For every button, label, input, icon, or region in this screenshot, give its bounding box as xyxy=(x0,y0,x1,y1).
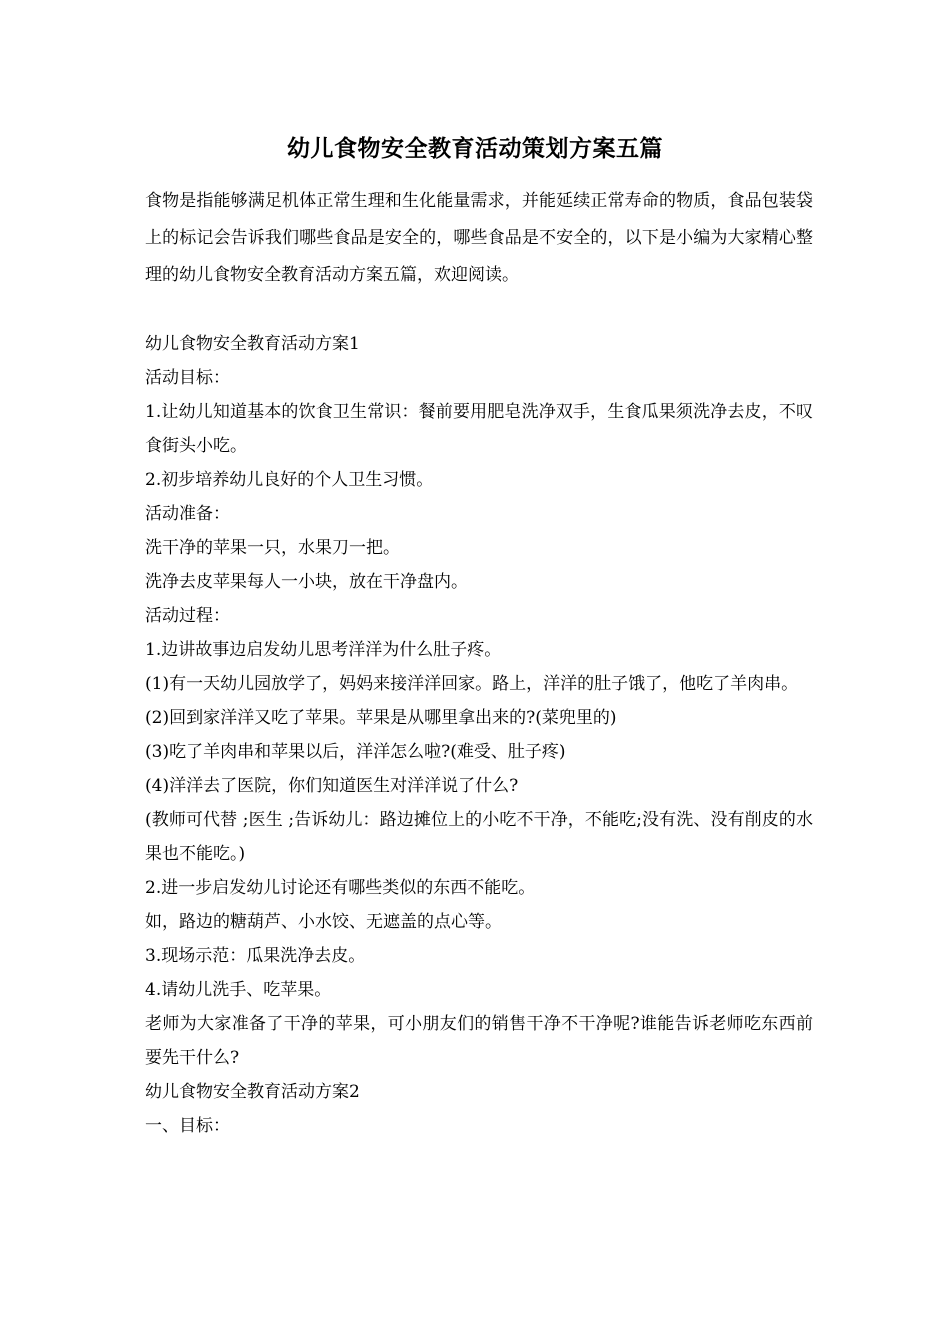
document-title: 幼儿食物安全教育活动策划方案五篇 xyxy=(287,136,663,162)
paragraph: 老师为大家准备了干净的苹果，可小朋友们的销售干净不干净呢?谁能告诉老师吃东西前要先干什么? xyxy=(145,1014,813,1068)
paragraph: 1.边讲故事边启发幼儿思考洋洋为什么肚子疼。 xyxy=(145,640,502,660)
paragraph: 3.现场示范：瓜果洗净去皮。 xyxy=(145,946,366,966)
section-heading: 幼儿食物安全教育活动方案2 xyxy=(145,1082,360,1102)
document-body xyxy=(145,327,813,1143)
paragraph: 如，路边的糖葫芦、小水饺、无遮盖的点心等。 xyxy=(145,912,502,932)
subheading: 一、目标： xyxy=(145,1116,230,1136)
paragraph: 2.进一步启发幼儿讨论还有哪些类似的东西不能吃。 xyxy=(145,878,536,898)
subheading: 活动准备： xyxy=(145,504,230,524)
paragraph: (4)洋洋去了医院，你们知道医生对洋洋说了什么? xyxy=(145,776,519,796)
intro-paragraph: 食物是指能够满足机体正常生理和生化能量需求，并能延续正常寿命的物质，食品包装袋上的标记会告诉我们哪些食品是安全的，哪些食品是不安全的，以下是小编为大家精心整理的幼儿食物安全教育活动方案五篇，欢迎阅读。 xyxy=(145,191,813,285)
paragraph: 2.初步培养幼儿良好的个人卫生习惯。 xyxy=(145,470,434,490)
paragraph: (3)吃了羊肉串和苹果以后，洋洋怎么啦?(难受、肚子疼) xyxy=(145,742,566,762)
section-heading: 幼儿食物安全教育活动方案1 xyxy=(145,334,360,354)
subheading: 活动目标： xyxy=(145,368,230,388)
paragraph: 1.让幼儿知道基本的饮食卫生常识：餐前要用肥皂洗净双手，生食瓜果须洗净去皮，不叹食街头小吃。 xyxy=(145,402,813,456)
paragraph: 洗干净的苹果一只，水果刀一把。 xyxy=(145,538,400,558)
paragraph: 4.请幼儿洗手、吃苹果。 xyxy=(145,980,332,1000)
paragraph: (教师可代替 ;医生 ;告诉幼儿：路边摊位上的小吃不干净，不能吃;没有洗、没有削皮的水果也不能吃。) xyxy=(145,810,813,864)
paragraph: 洗净去皮苹果每人一小块，放在干净盘内。 xyxy=(145,572,468,592)
paragraph: (1)有一天幼儿园放学了，妈妈来接洋洋回家。路上，洋洋的肚子饿了，他吃了羊肉串。 xyxy=(145,674,799,694)
paragraph: (2)回到家洋洋又吃了苹果。苹果是从哪里拿出来的?(菜兜里的) xyxy=(145,708,617,728)
subheading: 活动过程： xyxy=(145,606,230,626)
